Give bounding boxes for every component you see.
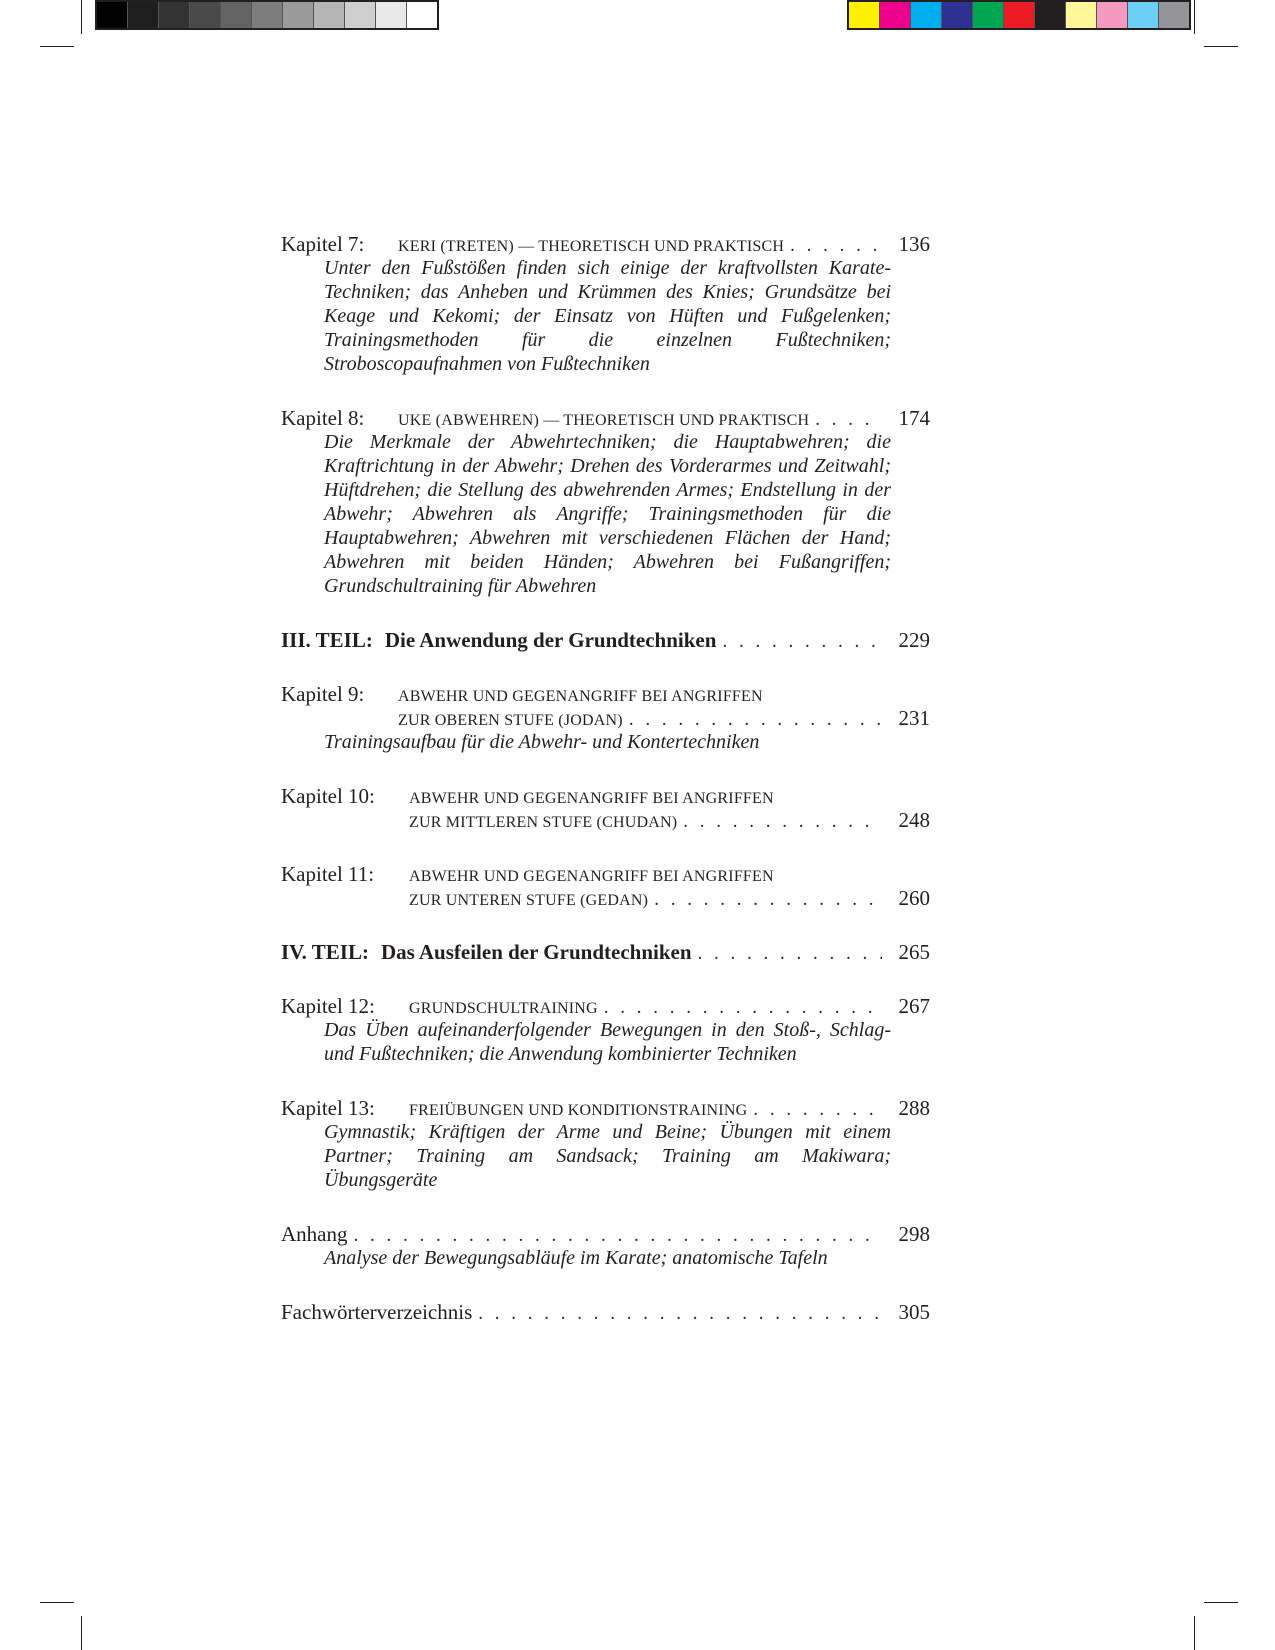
toc-entry-chapter-10[interactable] [281, 784, 930, 832]
dot-leader [478, 1302, 882, 1326]
page-number: 267 [898, 994, 930, 1018]
toc-entry-chapter-13[interactable] [281, 1096, 930, 1192]
crop-mark [81, 1616, 82, 1650]
dot-leader [604, 996, 882, 1020]
swatch [1127, 2, 1158, 28]
crop-mark [40, 1602, 74, 1603]
part-title: Das Ausfeilen der Grundtechniken [380, 940, 692, 964]
swatch [1158, 2, 1189, 28]
swatch [1065, 2, 1096, 28]
page-number: 231 [898, 706, 930, 730]
chapter-label: Kapitel 9: [281, 682, 365, 706]
chapter-title-line-1: ABWEHR UND GEGENANGRIFF BEI ANGRIFFEN [409, 790, 774, 807]
crop-mark [40, 46, 74, 47]
swatch [941, 2, 972, 28]
swatch [879, 2, 910, 28]
crop-mark [81, 0, 82, 34]
swatch [127, 2, 158, 28]
swatch [972, 2, 1003, 28]
crop-mark [1194, 1616, 1195, 1650]
chapter-description: Die Merkmale der Abwehrtechniken; die Hauptabwehren; die Kraftrichtung in der Abwehr; Drehen des Vorderarmes und Zeitwahl; Hüftdrehen; die Stellung des abwehrenden Armes; Endstellung in der Abwehr; Abwehren als Angriffe; Trainingsmethoden für die Hauptabwehren; Abwehren mit verschiedenen Flächen der Hand; Abwehren mit beiden Händen; Abwehren bei Fußangriffen; Grundschultraining für Abwehren [324, 431, 891, 597]
crop-mark [1194, 0, 1195, 34]
chapter-title: UKE (ABWEHREN) — THEORETISCH UND PRAKTISCH [398, 412, 810, 429]
toc-entry-part-3[interactable] [281, 628, 930, 652]
appendix-label: Anhang [281, 1222, 348, 1246]
chapter-label: Kapitel 7: [281, 232, 365, 256]
swatch [251, 2, 282, 28]
toc-entry-chapter-11[interactable] [281, 862, 930, 910]
swatch [282, 2, 313, 28]
chapter-label: Kapitel 13: [281, 1096, 375, 1120]
chapter-title: FREIÜBUNGEN UND KONDITIONSTRAINING [409, 1102, 748, 1119]
glossary-label: Fachwörterverzeichnis [281, 1300, 473, 1324]
page-number: 265 [898, 940, 930, 964]
part-label: III. TEIL: [281, 628, 373, 652]
table-of-contents [281, 232, 930, 1354]
swatch [1096, 2, 1127, 28]
chapter-title: GRUNDSCHULTRAINING [409, 1000, 598, 1017]
page-number: 288 [898, 1096, 930, 1120]
crop-mark [1204, 1602, 1238, 1603]
chapter-title-line-2: ZUR UNTEREN STUFE (GEDAN) [409, 892, 649, 909]
swatch [158, 2, 189, 28]
swatch [375, 2, 406, 28]
chapter-title-line-2: ZUR MITTLEREN STUFE (CHUDAN) [409, 814, 678, 831]
dot-leader [683, 810, 882, 834]
chapter-label: Kapitel 12: [281, 994, 375, 1018]
chapter-description: Trainingsaufbau für die Abwehr- und Kontertechniken [324, 731, 760, 753]
part-label: IV. TEIL: [281, 940, 369, 964]
swatch [313, 2, 344, 28]
dot-leader [629, 708, 882, 732]
dot-leader [354, 1224, 883, 1248]
chapter-title-line-1: ABWEHR UND GEGENANGRIFF BEI ANGRIFFEN [409, 868, 774, 885]
toc-entry-chapter-9[interactable] [281, 682, 930, 754]
page-number: 305 [898, 1300, 930, 1324]
appendix-description: Analyse der Bewegungsabläufe im Karate; anatomische Tafeln [324, 1247, 828, 1269]
toc-entry-part-4[interactable] [281, 940, 930, 964]
swatch [97, 2, 127, 28]
chapter-label: Kapitel 11: [281, 862, 375, 886]
part-title: Die Anwendung der Grundtechniken [384, 628, 717, 652]
toc-entry-chapter-7[interactable] [281, 232, 930, 376]
page-number: 298 [898, 1222, 930, 1246]
dot-leader [654, 888, 882, 912]
dot-leader [698, 942, 882, 966]
toc-entry-appendix[interactable] [281, 1222, 930, 1270]
swatch [1003, 2, 1034, 28]
swatch [1034, 2, 1065, 28]
page-number: 248 [898, 808, 930, 832]
toc-entry-glossary[interactable] [281, 1300, 930, 1324]
grayscale-color-bar [95, 0, 439, 30]
chapter-label: Kapitel 8: [281, 406, 365, 430]
page-number: 136 [898, 232, 930, 256]
chapter-description: Gymnastik; Kräftigen der Arme und Beine; Übungen mit einem Partner; Training am Sandsack; Training am Makiwara; Übungsgeräte [324, 1121, 891, 1191]
chapter-label: Kapitel 10: [281, 784, 375, 808]
dot-leader [790, 234, 882, 258]
chapter-title-line-1: ABWEHR UND GEGENANGRIFF BEI ANGRIFFEN [398, 688, 763, 705]
swatch [220, 2, 251, 28]
chapter-description: Das Üben aufeinanderfolgender Bewegungen in den Stoß-, Schlag- und Fußtechniken; die Anwendung kombinierter Techniken [324, 1019, 891, 1065]
swatch [189, 2, 220, 28]
process-color-bar [847, 0, 1191, 30]
dot-leader [722, 630, 882, 654]
swatch [849, 2, 879, 28]
toc-entry-chapter-12[interactable] [281, 994, 930, 1066]
swatch [344, 2, 375, 28]
chapter-title: KERI (TRETEN) — THEORETISCH UND PRAKTISCH [398, 238, 785, 255]
swatch [406, 2, 437, 28]
swatch [910, 2, 941, 28]
page-number: 260 [898, 886, 930, 910]
chapter-description: Unter den Fußstößen finden sich einige der kraftvollsten Karate-Techniken; das Anheben und Krümmen des Knies; Grundsätze bei Keage und Kekomi; der Einsatz von Hüften und Fußgelenken; Trainingsmethoden für die einzelnen Fußtechniken; Stroboscopaufnahmen von Fußtechniken [324, 257, 891, 375]
page-number: 229 [898, 628, 930, 652]
crop-mark [1204, 46, 1238, 47]
chapter-title-line-2: ZUR OBEREN STUFE (JODAN) [398, 712, 623, 729]
page-number: 174 [898, 406, 930, 430]
dot-leader [815, 408, 882, 432]
toc-entry-chapter-8[interactable] [281, 406, 930, 598]
dot-leader [753, 1098, 882, 1122]
